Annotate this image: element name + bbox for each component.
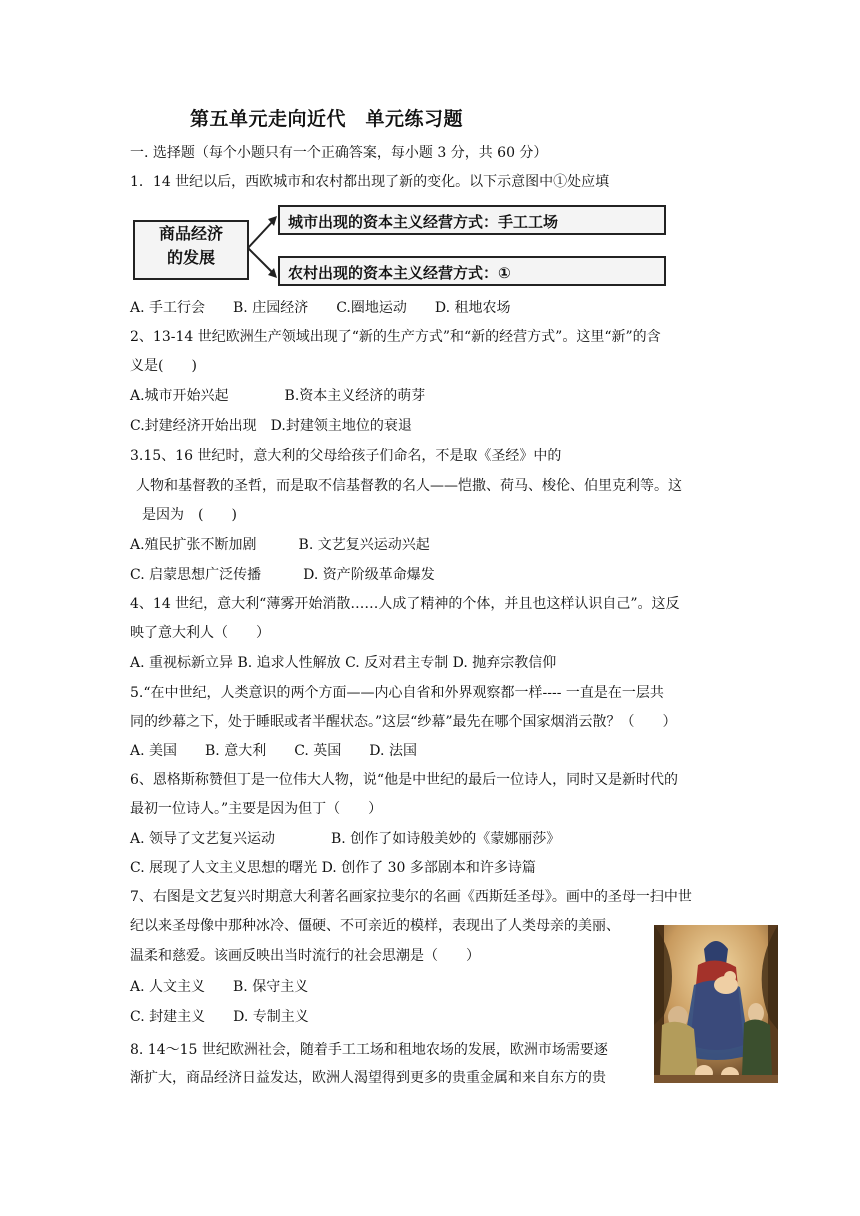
question-6-line-2: 最初一位诗人。”主要是因为但丁（ ） [130, 801, 383, 817]
section-heading: 一. 选择题（每个小题只有一个正确答案，每小题 3 分，共 60 分） [130, 145, 548, 161]
arrow-up-line [248, 220, 274, 248]
diagram-source-box [133, 220, 249, 280]
question-3-options-1: A.殖民扩张不断加剧 B. 文艺复兴运动兴起 [130, 537, 430, 553]
question-8-line-1: 8. 14～15 世纪欧洲社会，随着手工工场和租地农场的发展，欧洲市场需要逐 [130, 1042, 608, 1058]
diagram-source-line-2: 的发展 [166, 248, 215, 267]
question-6-options-2: C. 展现了人文主义思想的曙光 D. 创作了 30 多部剧本和许多诗篇 [130, 860, 536, 876]
question-1-stem: 1．14 世纪以后，西欧城市和农村都出现了新的变化。以下示意图中①处应填 [130, 174, 610, 190]
question-3-line-2: 人物和基督教的圣哲，而是取不信基督教的名人——恺撒、荷马、梭伦、伯里克利等。这 [136, 478, 682, 494]
question-6-line-1: 6、恩格斯称赞但丁是一位伟大人物，说“他是中世纪的最后一位诗人，同时又是新时代的 [130, 772, 679, 788]
question-7-line-3: 温柔和慈爱。该画反映出当时流行的社会思潮是（ ） [130, 948, 480, 964]
question-2-line-1: 2、13-14 世纪欧洲生产领域出现了“新的生产方式”和“新的经营方式”。这里“新”的含 [130, 329, 661, 345]
question-7-line-1: 7、右图是文艺复兴时期意大利著名画家拉斐尔的名画《西斯廷圣母》。画中的圣母一扫中世 [130, 889, 692, 905]
question-3-line-1: 3.15、16 世纪时，意大利的父母给孩子们命名，不是取《圣经》中的 [130, 448, 562, 464]
question-2-options-2: C.封建经济开始出现 D.封建领主地位的衰退 [130, 418, 412, 434]
question-6-options-1: A. 领导了文艺复兴运动 B. 创作了如诗般美妙的《蒙娜丽莎》 [130, 831, 561, 847]
diagram-source-line-1: 商品经济 [158, 224, 223, 243]
question-4-line-2: 映了意大利人（ ） [130, 625, 270, 641]
question-4-line-1: 4、14 世纪，意大利“薄雾开始消散……人成了精神的个体，并且也这样认识自己”。这反 [130, 596, 680, 612]
question-7-line-2: 纪以来圣母像中那种冰冷、僵硬、不可亲近的模样，表现出了人类母亲的美丽、 [130, 918, 620, 934]
question-5-line-1: 5.“在中世纪，人类意识的两个方面——内心自省和外界观察都一样---- 一直是在一层共 [130, 685, 664, 701]
arrow-down-line [248, 248, 274, 274]
question-5-options: A. 美国 B. 意大利 C. 英国 D. 法国 [130, 743, 417, 759]
question-7-options-1: A. 人文主义 B. 保守主义 [130, 979, 309, 995]
diagram-country-box: 农村出现的资本主义经营方式：① [278, 256, 666, 286]
q1-diagram [130, 200, 670, 292]
question-2-options-1: A.城市开始兴起 B.资本主义经济的萌芽 [130, 388, 426, 404]
question-1-options: A. 手工行会 B. 庄园经济 C.圈地运动 D. 租地农场 [130, 300, 511, 316]
question-8-line-2: 渐扩大，商品经济日益发达，欧洲人渴望得到更多的贵重金属和来自东方的贵 [130, 1070, 606, 1086]
question-2-line-2: 义是( ) [130, 358, 197, 374]
painting-image [654, 925, 778, 1083]
question-5-line-2: 同的纱幕之下，处于睡眠或者半醒状态。”这层“纱幕”最先在哪个国家烟消云散？（ ） [130, 714, 677, 730]
question-4-options: A. 重视标新立异 B. 追求人性解放 C. 反对君主专制 D. 抛弃宗教信仰 [130, 655, 557, 671]
diagram-city-box: 城市出现的资本主义经营方式：手工工场 [278, 205, 666, 235]
page-title: 第五单元走向近代 单元练习题 [190, 108, 464, 130]
sistine-madonna-painting [654, 925, 778, 1083]
question-3-options-2: C. 启蒙思想广泛传播 D. 资产阶级革命爆发 [130, 567, 435, 583]
question-3-line-3: 是因为 ( ) [142, 507, 237, 523]
diagram-arrows [246, 210, 280, 286]
question-7-options-2: C. 封建主义 D. 专制主义 [130, 1009, 309, 1025]
